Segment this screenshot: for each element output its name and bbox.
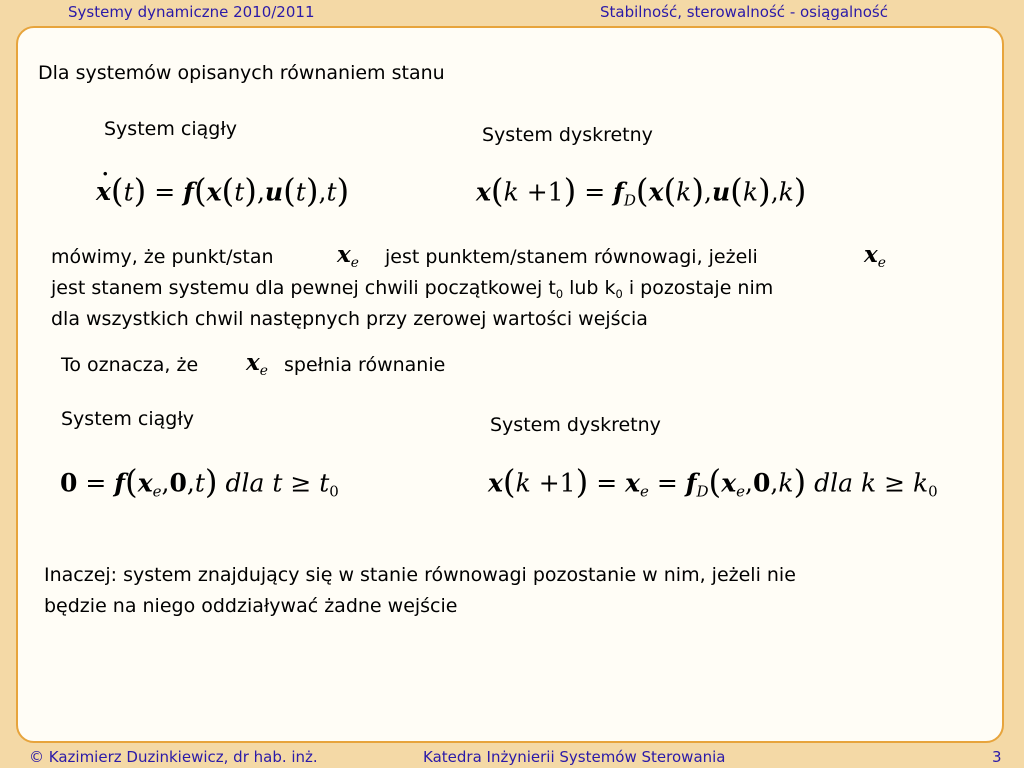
continuous-label-2: System ciągły bbox=[61, 408, 194, 430]
definition-line-1a: mówimy, że punkt/stan bbox=[51, 246, 274, 268]
header-left: Systemy dynamiczne 2010/2011 bbox=[68, 3, 315, 21]
definition-line-3: dla wszystkich chwil następnych przy zerowej wartości wejścia bbox=[51, 308, 648, 330]
discrete-label-2: System dyskretny bbox=[490, 414, 661, 436]
otherwise-line-1: Inaczej: system znajdujący się w stanie równowagi pozostanie w nim, jeżeli nie bbox=[44, 564, 796, 586]
discrete-state-equation: $x(k +1) = f_D(x(k),u(k),k)$ bbox=[476, 172, 807, 210]
equilibrium-state-symbol: $x_e$ bbox=[337, 241, 359, 271]
header-right: Stabilność, sterowalność - osiągalność bbox=[600, 3, 888, 21]
intro-text: Dla systemów opisanych równaniem stanu bbox=[38, 62, 445, 84]
means-text-b: spełnia równanie bbox=[284, 354, 446, 376]
continuous-equilibrium-equation: $0 = f(x_e,0,t)$ dla $t \ge t_0$ bbox=[60, 463, 339, 501]
definition-line-2: jest stanem systemu dla pewnej chwili początkowej $t_0$ lub $k_0$ i pozostaje nim bbox=[51, 277, 774, 301]
page-number: 3 bbox=[992, 748, 1002, 766]
footer-author: © Kazimierz Duzinkiewicz, dr hab. inż. bbox=[29, 748, 318, 766]
discrete-equilibrium-equation: $x(k +1) = x_e = f_D(x_e,0,k)$ dla $k \ge k_0$ bbox=[488, 463, 938, 501]
discrete-label-1: System dyskretny bbox=[482, 124, 653, 146]
continuous-state-equation: ˙ x(t) = f(x(t),u(t),t) bbox=[96, 175, 349, 208]
definition-line-1b: jest punktem/stanem równowagi, jeżeli bbox=[385, 246, 758, 268]
continuous-label-1: System ciągły bbox=[104, 118, 237, 140]
equilibrium-state-symbol-3: $x_e$ bbox=[246, 349, 268, 379]
footer-department: Katedra Inżynierii Systemów Sterowania bbox=[423, 748, 726, 766]
equilibrium-state-symbol-2: $x_e$ bbox=[864, 241, 886, 271]
otherwise-line-2: będzie na niego oddziaływać żadne wejście bbox=[44, 595, 458, 617]
means-text-a: To oznacza, że bbox=[61, 354, 199, 376]
